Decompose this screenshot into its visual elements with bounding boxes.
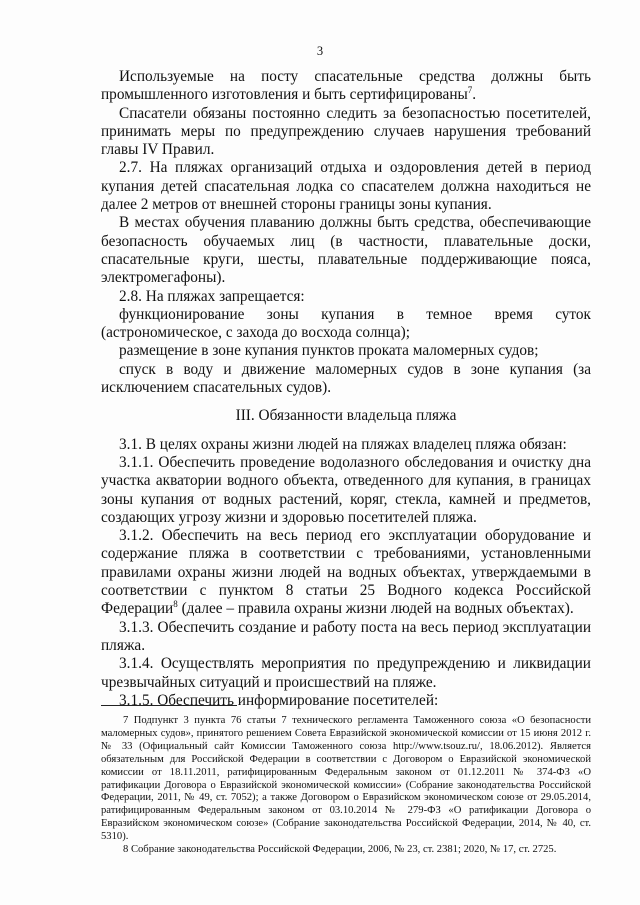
paragraph-text: 3.1.2. Обеспечить на весь период его эксплуатации оборудование и содержание пляжа в соответствии с требованиями, установленными правилами охраны жизни людей на водных объектах, утверждаемыми в соответствии с пунктом 8 статьи 25 Водного кодекса Российской Федерации: [101, 527, 591, 618]
paragraph-rescuers-duty: Спасатели обязаны постоянно следить за безопасностью посетителей, принимать меры по предупреждению случаев нарушения требований главы IV Правил.: [101, 104, 591, 159]
paragraph-text: Используемые на посту спасательные средства должны быть промышленного изготовления и быть сертифицированы: [101, 68, 591, 104]
footnote-divider: [101, 705, 237, 706]
footnote-ref: 8: [173, 599, 178, 610]
list-item: функционирование зоны купания в темное время суток (астрономическое, с захода до восхода солнца);: [101, 305, 591, 342]
paragraph-3-1: 3.1. В целях охраны жизни людей на пляжах владелец пляжа обязан:: [119, 435, 567, 453]
main-text: [101, 68, 591, 710]
footnote-ref: 7: [467, 85, 473, 96]
section-heading: III. Обязанности владельца пляжа: [235, 407, 457, 425]
paragraph-3-1-3: 3.1.3. Обеспечить создание и работу поста на весь период эксплуатации пляжа.: [101, 618, 591, 654]
footnotes: [101, 715, 591, 857]
footnote-7: 7 Подпункт 3 пункта 76 статьи 7 технического регламента Таможенного союза «О безопасности маломерных судов», принятого решением Совета Евразийской экономической комиссии от 15 июня 2012 г. № 33 (Официальный сайт Комиссии Таможенного союза http://www.tsouz.ru/, 18.06.2012). Является обязательным для Российской Федерации в соответствии с Договором о Евразийской экономической комиссии от 18.11.2011, ратифицированным Федеральным законом от 01.12.2011 № 374-ФЗ «О ратификации Договора о Евразийской экономической комиссии» (Собрание законодательства Российской Федерации, 2011, № 49, ст. 7052); а также Договором о Евразийском экономическом союзе от 29.05.2014, ратифицированным Федеральным законом от 03.10.2014 № 279-ФЗ «О ратификации Договора о Евразийском экономическом союзе» (Собрание законодательства Российской Федерации, 2014, № 40, ст. 5310).: [101, 715, 591, 843]
list-item: размещение в зоне купания пунктов проката маломерных судов;: [119, 342, 539, 360]
paragraph-2-7: 2.7. На пляжах организаций отдыха и оздоровления детей в период купания детей спасательная лодка со спасателем должна находиться не далее 2 метров от внешней стороны границы зоны купания.: [101, 159, 591, 214]
paragraph-training-places: В местах обучения плаванию должны быть средства, обеспечивающие безопасность обучаемых лиц (в частности, плавательные доски, спасательные круги, шесты, плавательные поддерживающие пояса, электромегафоны).: [101, 214, 591, 287]
page-number: 3: [316, 44, 324, 58]
paragraph-3-1-2: [101, 527, 591, 618]
list-item: спуск в воду и движение маломерных судов в зоне купания (за исключением спасательных судов).: [101, 360, 591, 397]
paragraph-text: (далее – правила охраны жизни людей на водных объектах).: [177, 600, 574, 618]
paragraph-3-1-5: 3.1.5. Обеспечить информирование посетителей:: [119, 691, 439, 709]
paragraph-3-1-4: 3.1.4. Осуществлять мероприятия по предупреждению и ликвидации чрезвычайных ситуаций и происшествий на пляже.: [101, 655, 591, 691]
footnote-8: 8 Собрание законодательства Российской Федерации, 2006, № 23, ст. 2381; 2020, № 17, ст. 2725.: [123, 844, 557, 856]
paragraph-2-8: 2.8. На пляжах запрещается:: [119, 287, 305, 305]
paragraph-3-1-1: 3.1.1. Обеспечить проведение водолазного обследования и очистку дна участка акватории водного объекта, отведенного для купания, в границах зоны купания от водных растений, коряг, стекла, камней и предметов, создающих угрозу жизни и здоровью посетителей пляжа.: [101, 453, 591, 526]
paragraph-rescue-equipment: Используемые на посту спасательные средства должны быть промышленного изготовления и быть сертифицированы$^7$.: [101, 68, 591, 104]
